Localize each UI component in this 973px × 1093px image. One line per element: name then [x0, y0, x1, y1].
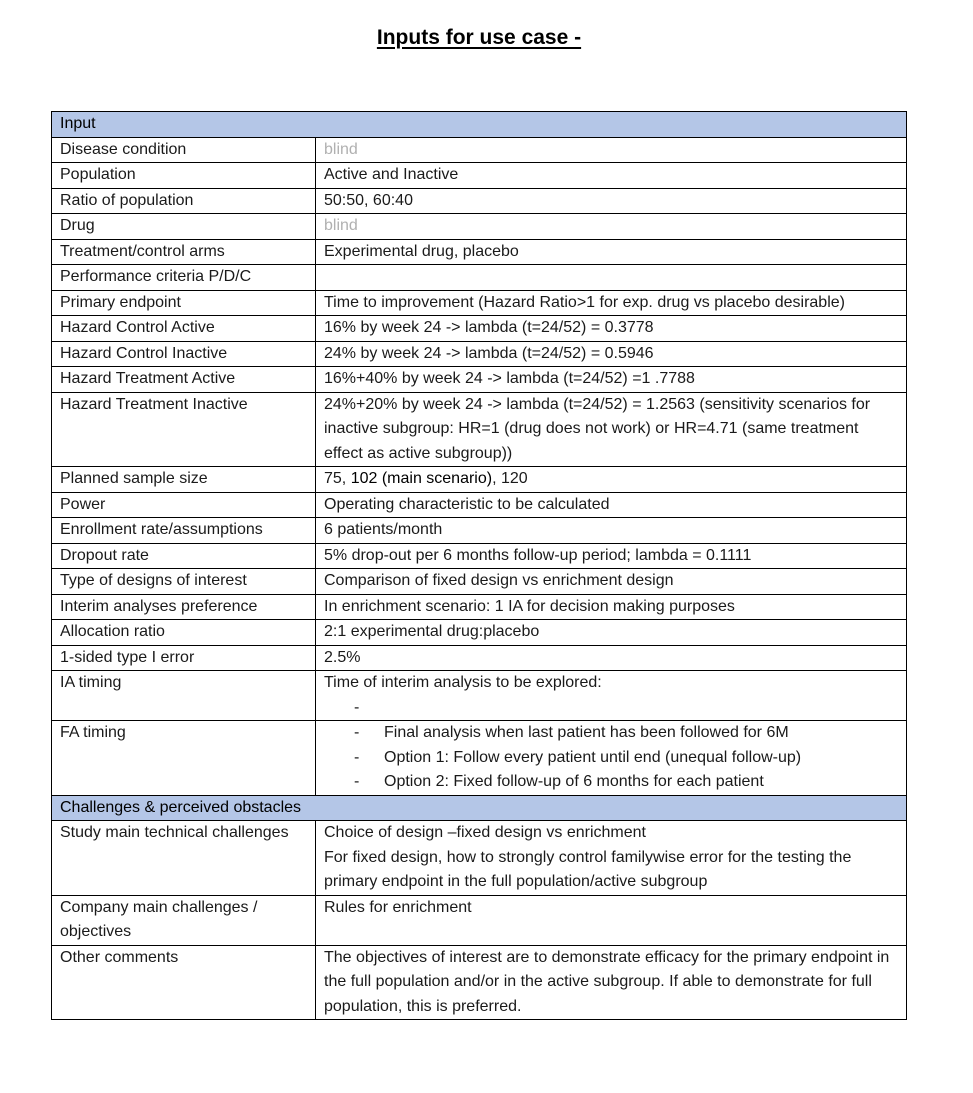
table-row [52, 188, 907, 214]
row-value: 6 patients/month [316, 518, 907, 544]
table-row [52, 645, 907, 671]
row-label: Ratio of population [52, 188, 316, 214]
row-value [316, 895, 907, 945]
row-label: Power [52, 492, 316, 518]
row-label: Hazard Treatment Inactive [52, 392, 316, 467]
row-label: Performance criteria P/D/C [52, 265, 316, 291]
row-value: 5% drop-out per 6 months follow-up period; lambda = 0.1111 [316, 543, 907, 569]
use-case-inputs-table [51, 111, 907, 1020]
row-value: Comparison of fixed design vs enrichment design [316, 569, 907, 595]
row-label: IA timing [52, 671, 316, 721]
row-value: blind [316, 214, 907, 240]
table-row [52, 467, 907, 493]
table-row [52, 620, 907, 646]
table-row [52, 821, 907, 896]
table-row [52, 316, 907, 342]
table-row [52, 895, 907, 945]
row-value [316, 265, 907, 291]
table-row [52, 543, 907, 569]
row-label: Other comments [52, 945, 316, 1020]
row-value: 16%+40% by week 24 -> lambda (t=24/52) =1 .7788 [316, 367, 907, 393]
tech-line: For fixed design, how to strongly control familywise error for the testing the primary endpoint in the full population/active subgroup [324, 848, 852, 890]
row-label: Dropout rate [52, 543, 316, 569]
row-value: Active and Inactive [316, 163, 907, 189]
table-row [52, 671, 907, 721]
row-label: Primary endpoint [52, 290, 316, 316]
table-row [52, 367, 907, 393]
row-value [316, 721, 907, 796]
row-label: Allocation ratio [52, 620, 316, 646]
row-value: Operating characteristic to be calculated [316, 492, 907, 518]
row-label: Hazard Treatment Active [52, 367, 316, 393]
row-label: Population [52, 163, 316, 189]
sample-size-c: , 120 [492, 470, 528, 487]
row-value: 16% by week 24 -> lambda (t=24/52) = 0.3778 [316, 316, 907, 342]
row-label: Drug [52, 214, 316, 240]
row-value: blind [316, 137, 907, 163]
row-value: 2.5% [316, 645, 907, 671]
row-value [316, 821, 907, 896]
row-value: 24% by week 24 -> lambda (t=24/52) = 0.5946 [316, 341, 907, 367]
table-row [52, 290, 907, 316]
row-label: Planned sample size [52, 467, 316, 493]
row-label: Hazard Control Inactive [52, 341, 316, 367]
row-value: The objectives of interest are to demonstrate efficacy for the primary endpoint in the full population and/or in the active subgroup. If able to demonstrate for full population, this is preferred. [316, 945, 907, 1020]
table-row [52, 945, 907, 1020]
row-label: Disease condition [52, 137, 316, 163]
section-title: Challenges & perceived obstacles [52, 795, 907, 821]
table-row [52, 594, 907, 620]
row-value: 2:1 experimental drug:placebo [316, 620, 907, 646]
table-row [52, 137, 907, 163]
table-row [52, 569, 907, 595]
row-value [316, 671, 907, 721]
row-label: Enrollment rate/assumptions [52, 518, 316, 544]
list-item: - Option 1: Follow every patient until end (unequal follow-up) [354, 746, 898, 771]
row-label: 1-sided type I error [52, 645, 316, 671]
list-item: - Final analysis when last patient has been followed for 6M [354, 721, 898, 746]
list-item: - Option 2: Fixed follow-up of 6 months for each patient [354, 770, 898, 795]
table-row [52, 341, 907, 367]
table-row [52, 214, 907, 240]
section-header-input [52, 112, 907, 138]
row-label: Hazard Control Active [52, 316, 316, 342]
ia-timing-list [324, 696, 898, 721]
row-label: Study main technical challenges [52, 821, 316, 896]
ia-timing-text: Time of interim analysis to be explored: [324, 674, 602, 691]
row-value: 50:50, 60:40 [316, 188, 907, 214]
row-value: 24%+20% by week 24 -> lambda (t=24/52) = 1.2563 (sensitivity scenarios for inactive subgroup: HR=1 (drug does not work) or HR=4.71 (same treatment effect as active subgroup)) [316, 392, 907, 467]
table-row [52, 518, 907, 544]
section-header-challenges [52, 795, 907, 821]
row-value: Time to improvement (Hazard Ratio>1 for exp. drug vs placebo desirable) [316, 290, 907, 316]
table-row [52, 239, 907, 265]
row-label: FA timing [52, 721, 316, 796]
row-label: Interim analyses preference [52, 594, 316, 620]
row-value [316, 467, 907, 493]
table-row [52, 163, 907, 189]
row-label: Company main challenges / objectives [52, 895, 316, 945]
company-value: Rules for enrichment [324, 898, 472, 916]
section-title: Input [52, 112, 907, 138]
row-value: In enrichment scenario: 1 IA for decision making purposes [316, 594, 907, 620]
row-label: Type of designs of interest [52, 569, 316, 595]
row-label: Treatment/control arms [52, 239, 316, 265]
table-row [52, 392, 907, 467]
page-title: Inputs for use case - [376, 26, 582, 49]
table-row [52, 492, 907, 518]
table-row [52, 721, 907, 796]
fa-timing-list [324, 721, 898, 795]
row-value: Experimental drug, placebo [316, 239, 907, 265]
sample-size-a: 75, [324, 470, 351, 487]
table-row [52, 265, 907, 291]
list-item [354, 696, 898, 721]
sample-size-main: 102 (main scenario) [350, 470, 493, 487]
tech-line: Choice of design –fixed design vs enrichment [324, 824, 646, 841]
